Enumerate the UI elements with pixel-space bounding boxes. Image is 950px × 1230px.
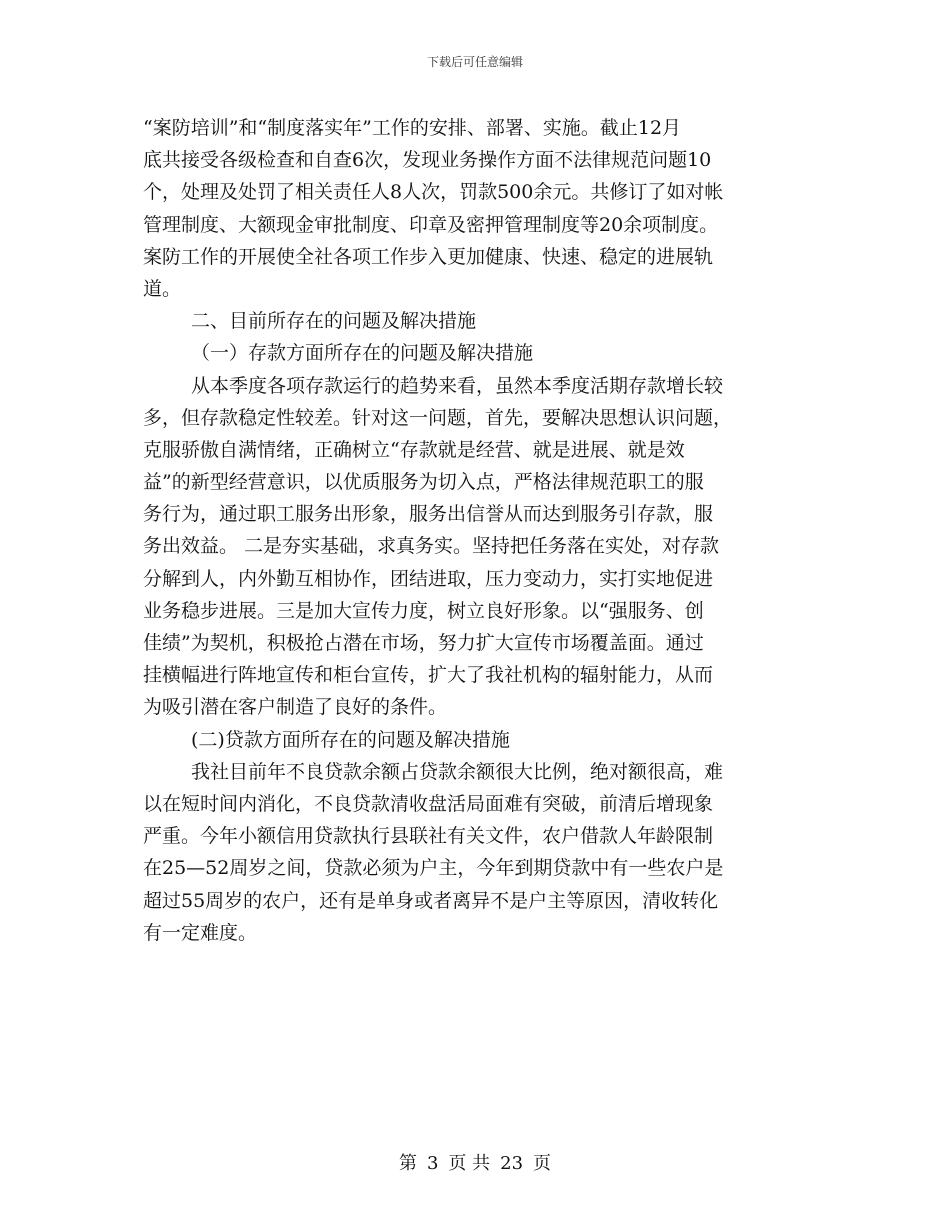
paragraph-line: 道。 (143, 277, 182, 300)
paragraph-line: 从本季度各项存款运行的趋势来看，虽然本季度活期存款增长较 (191, 374, 724, 397)
paragraph-line: 益”的新型经营意识，以优质服务为切入点，严格法律规范职工的服 (143, 471, 704, 494)
page-footer (0, 1152, 950, 1176)
paragraph-line: 克服骄傲自满情绪，正确树立“存款就是经营、就是进展、就是效 (143, 438, 685, 461)
footer-suffix: 页 (533, 1153, 552, 1174)
paragraph-line: 超过55周岁的农户，还有是单身或者离异不是户主等原因，清收转化 (143, 889, 719, 912)
paragraph-line: 个，处理及处罚了相关责任人8人次，罚款500余元。共修订了如对帐 (143, 181, 724, 204)
footer-middle: 页 共 (448, 1153, 491, 1174)
paragraph-line: 为吸引潜在客户制造了良好的条件。 (143, 696, 448, 719)
paragraph-line: 我社目前年不良贷款余额占贷款余额很大比例，绝对额很高，难 (191, 760, 724, 783)
paragraph-line: 多，但存款稳定性较差。针对这一问题，首先，要解决思想认识问题， (143, 406, 733, 429)
paragraph-line: “案防培训”和“制度落实年”工作的安排、部署、实施。截止12月 (143, 117, 682, 139)
subsection-heading: (二)贷款方面所存在的问题及解决措施 (191, 728, 510, 751)
page-number: 3 (426, 1153, 439, 1174)
paragraph-line: 挂横幅进行阵地宣传和柜台宣传，扩大了我社机构的辐射能力，从而 (143, 664, 714, 687)
paragraph-line: 底共接受各级检查和自查6次，发现业务操作方面不法律规范问题10 (143, 149, 712, 172)
paragraph-line: 务行为，通过职工服务出形象，服务出信誉从而达到服务引存款，服 (143, 503, 714, 526)
paragraph-line: 案防工作的开展使全社各项工作步入更加健康、快速、稳定的进展轨 (143, 245, 714, 268)
subsection-heading: （一）存款方面所存在的问题及解决措施 (191, 342, 534, 365)
footer-prefix: 第 (398, 1153, 417, 1174)
document-body (143, 112, 823, 949)
paragraph-line: 佳绩”为契机，积极抢占潜在市场，努力扩大宣传市场覆盖面。通过 (143, 632, 704, 654)
paragraph-line: 严重。今年小额信用贷款执行县联社有关文件，农户借款人年龄限制 (143, 825, 714, 848)
paragraph-line: 以在短时间内消化，不良贷款清收盘活局面难有突破，前清后增现象 (143, 792, 714, 815)
page-header: 下载后可任意编辑 (426, 55, 523, 69)
paragraph-line: 务出效益。 二是夯实基础，求真务实。坚持把任务落在实处，对存款 (143, 535, 720, 558)
paragraph-line: 在25—52周岁之间，贷款必须为户主，今年到期贷款中有一些农户是 (143, 857, 724, 880)
paragraph-line: 管理制度、大额现金审批制度、印章及密押管理制度等20余项制度。 (143, 213, 719, 236)
total-pages: 23 (500, 1153, 524, 1174)
section-heading: 二、目前所存在的问题及解决措施 (191, 310, 477, 333)
paragraph-line: 有一定难度。 (143, 921, 258, 944)
paragraph-line: 业务稳步进展。三是加大宣传力度，树立良好形象。以“强服务、创 (143, 599, 704, 622)
paragraph-line: 分解到人，内外勤互相协作，团结进取，压力变动力，实打实地促进 (143, 567, 714, 590)
